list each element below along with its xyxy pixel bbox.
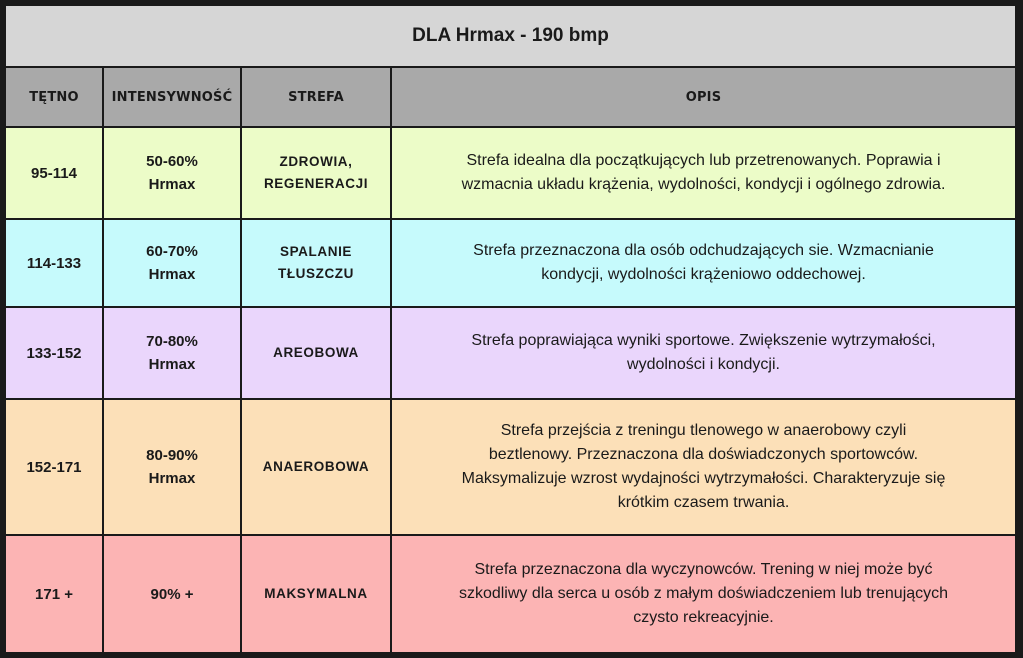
- table-row: [5, 399, 1016, 535]
- opis-cell: [391, 219, 1016, 307]
- intensywnosc-line: 70-80%: [146, 333, 198, 350]
- opis-line: krótkim czasem trwania.: [617, 494, 790, 511]
- opis-line: Strefa idealna dla początkujących lub przetrenowanych. Poprawia i: [466, 152, 941, 169]
- strefa-line: ZDROWIA,: [279, 154, 353, 169]
- header-opis: OPIS: [391, 67, 1016, 127]
- intensywnosc-cell: [103, 127, 241, 219]
- opis-line: Strefa poprawiająca wyniki sportowe. Zwiększenie wytrzymałości,: [471, 332, 936, 349]
- intensywnosc-line: 90% +: [150, 585, 194, 603]
- strefa-cell: [241, 127, 391, 219]
- heart-rate-zones-table-frame: [2, 2, 1019, 654]
- strefa-cell: [241, 399, 391, 535]
- header-row: [5, 67, 1016, 127]
- table-title: DLA Hrmax - 190 bmp: [5, 5, 1016, 67]
- table-row: [5, 127, 1016, 219]
- strefa-line: TŁUSZCZU: [277, 266, 355, 281]
- opis-line: czysto rekreacyjnie.: [633, 609, 774, 626]
- opis-cell: [391, 399, 1016, 535]
- opis-line: szkodliwy dla serca u osób z małym doświadczeniem lub trenujących: [458, 585, 949, 602]
- opis-line: Maksymalizuje wzrost wydajności wytrzymałości. Charakteryzuje się: [461, 470, 946, 487]
- intensywnosc-line: Hrmax: [148, 470, 196, 487]
- opis-line: Strefa przeznaczona dla wyczynowców. Trening w niej może być: [474, 561, 933, 578]
- header-intensywnosc: INTENSYWNOŚĆ: [103, 67, 241, 127]
- strefa-cell: [241, 219, 391, 307]
- intensywnosc-line: 80-90%: [146, 447, 198, 464]
- heart-rate-zones-table: [4, 4, 1017, 654]
- table-row: [5, 535, 1016, 653]
- table-row: [5, 307, 1016, 399]
- intensywnosc-cell: [103, 307, 241, 399]
- opis-line: wzmacnia układu krążenia, wydolności, kondycji i ogólnego zdrowia.: [461, 176, 946, 193]
- opis-cell: [391, 535, 1016, 653]
- intensywnosc-line: Hrmax: [148, 356, 196, 373]
- tetno-cell: 114-133: [5, 219, 103, 307]
- opis-line: Strefa przejścia z treningu tlenowego w anaerobowy czyli: [500, 422, 907, 439]
- strefa-line: SPALANIE: [279, 244, 353, 259]
- strefa-line: ANAEROBOWA: [262, 459, 370, 474]
- strefa-cell: [241, 307, 391, 399]
- intensywnosc-line: Hrmax: [148, 176, 196, 193]
- tetno-cell: 152-171: [5, 399, 103, 535]
- opis-line: Strefa przeznaczona dla osób odchudzających sie. Wzmacnianie: [473, 242, 934, 259]
- intensywnosc-cell: [103, 535, 241, 653]
- opis-cell: [391, 307, 1016, 399]
- strefa-line: AREOBOWA: [273, 345, 359, 360]
- intensywnosc-line: 60-70%: [146, 243, 198, 260]
- tetno-cell: 95-114: [5, 127, 103, 219]
- header-strefa: STREFA: [241, 67, 391, 127]
- opis-line: wydolności i kondycji.: [627, 356, 780, 373]
- intensywnosc-cell: [103, 219, 241, 307]
- strefa-line: MAKSYMALNA: [264, 586, 368, 601]
- strefa-cell: [241, 535, 391, 653]
- table-row: [5, 219, 1016, 307]
- opis-cell: [391, 127, 1016, 219]
- opis-line: beztlenowy. Przeznaczona dla doświadczonych sportowców.: [488, 446, 919, 463]
- strefa-line: REGENERACJI: [263, 176, 369, 191]
- intensywnosc-line: Hrmax: [148, 266, 196, 283]
- tetno-cell: 171 +: [5, 535, 103, 653]
- intensywnosc-cell: [103, 399, 241, 535]
- title-row: [5, 5, 1016, 67]
- tetno-cell: 133-152: [5, 307, 103, 399]
- header-tetno: TĘTNO: [5, 67, 103, 127]
- opis-line: kondycji, wydolności krążeniowo oddechowej.: [541, 266, 866, 283]
- intensywnosc-line: 50-60%: [146, 153, 198, 170]
